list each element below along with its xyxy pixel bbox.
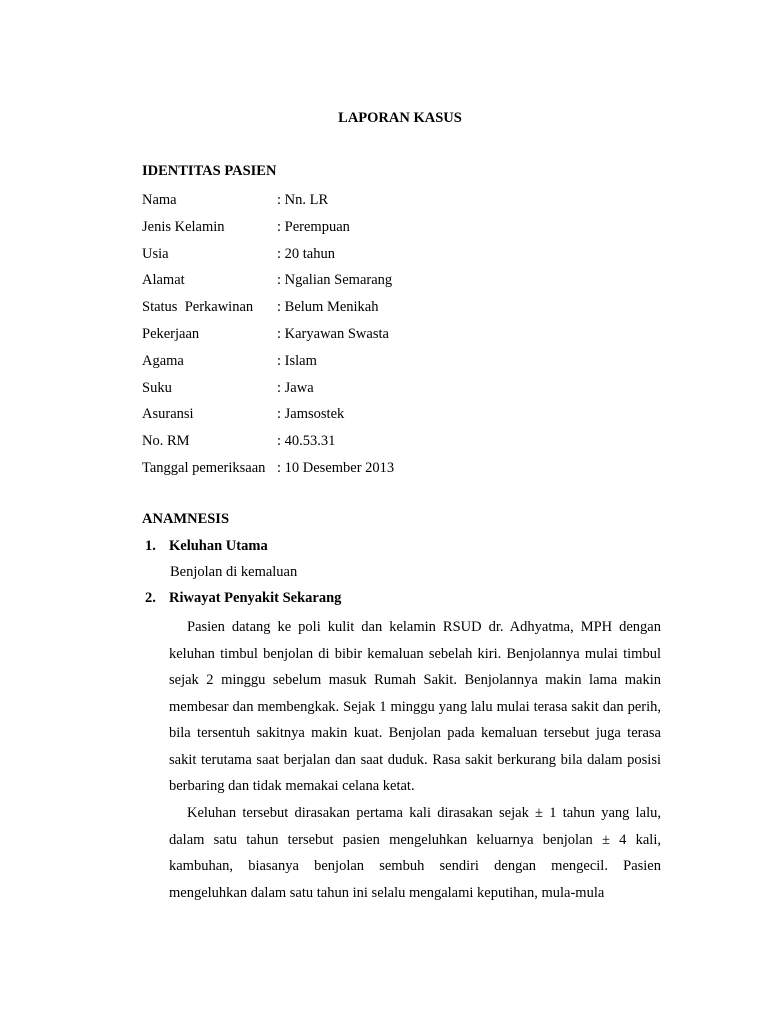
identity-value: : 20 tahun [277,245,335,262]
paragraph-text: Keluhan tersebut dirasakan pertama kali dirasakan sejak ± 1 tahun yang lalu, dalam satu tahun tersebut pasien mengeluhkan keluarnya benjolan ± 4 kali, kambuhan, biasanya benjolan sembuh sendiri dengan mengecil. Pasien mengeluhkan dalam satu tahun ini selalu mengalami keputihan, mula-mula [169,805,661,901]
paragraph-text: Pasien datang ke poli kulit dan kelamin RSUD dr. Adhyatma, MPH dengan keluhan timbul benjolan di bibir kemaluan sebelah kiri. Benjolannya mulai timbul sejak 2 minggu sebelum masuk Rumah Sakit. Benjolannya makin lama makin membesar dan membengkak. Sejak 1 minggu yang lalu mulai terasa sakit dan perih, bila tersentuh sakitnya makin kuat. Benjolan pada kemaluan tersebut juga terasa sakit terutama saat berjalan dan saat duduk. Rasa sakit berkurang bila dalam posisi berbaring dan tidak memakai celana ketat. [169,619,661,794]
identity-label: Suku [142,379,172,396]
identity-row [142,401,394,428]
identity-value: : Perempuan [277,218,350,235]
identity-label: No. RM [142,433,190,450]
identity-value: : Belum Menikah [277,299,379,316]
identity-row [142,455,394,482]
riwayat-paragraph [169,800,661,906]
item-number: 2. [145,590,156,606]
identity-value: : Karyawan Swasta [277,325,389,342]
identity-value: : Islam [277,352,317,369]
identity-label: Status Perkawinan [142,299,254,316]
riwayat-paragraph [169,614,661,800]
riwayat-penyakit-heading [145,590,341,607]
identitas-heading: IDENTITAS PASIEN [142,163,277,179]
identity-row [142,267,394,294]
identity-label: Tanggal pemeriksaan [142,459,266,476]
identity-value: : 10 Desember 2013 [277,459,395,476]
identity-label: Agama [142,352,184,369]
identity-row [142,428,394,455]
identity-row [142,241,394,268]
document-title: LAPORAN KASUS [338,110,462,126]
identity-value: : Jamsostek [277,406,345,423]
identity-value: : Jawa [277,379,314,396]
identity-row [142,348,394,375]
identity-label: Alamat [142,272,185,289]
identity-value: : Ngalian Semarang [277,272,393,289]
keluhan-utama-heading [145,538,268,555]
keluhan-utama-text: Benjolan di kemaluan [170,564,298,580]
anamnesis-heading: ANAMNESIS [142,511,230,527]
identity-label: Pekerjaan [142,325,200,342]
patient-identity-table [142,187,394,482]
identity-label: Jenis Kelamin [142,218,225,235]
identity-value: : 40.53.31 [277,433,336,450]
identity-value: : Nn. LR [277,192,329,208]
identity-row [142,187,394,214]
identity-label: Usia [142,245,169,262]
item-heading: Keluhan Utama [169,538,268,554]
item-number: 1. [145,538,156,554]
identity-label: Asuransi [142,406,194,423]
identity-row [142,375,394,402]
item-heading: Riwayat Penyakit Sekarang [169,590,342,606]
identity-row [142,321,394,348]
identity-label: Nama [142,192,177,208]
identity-row [142,214,394,241]
identity-row [142,294,394,321]
